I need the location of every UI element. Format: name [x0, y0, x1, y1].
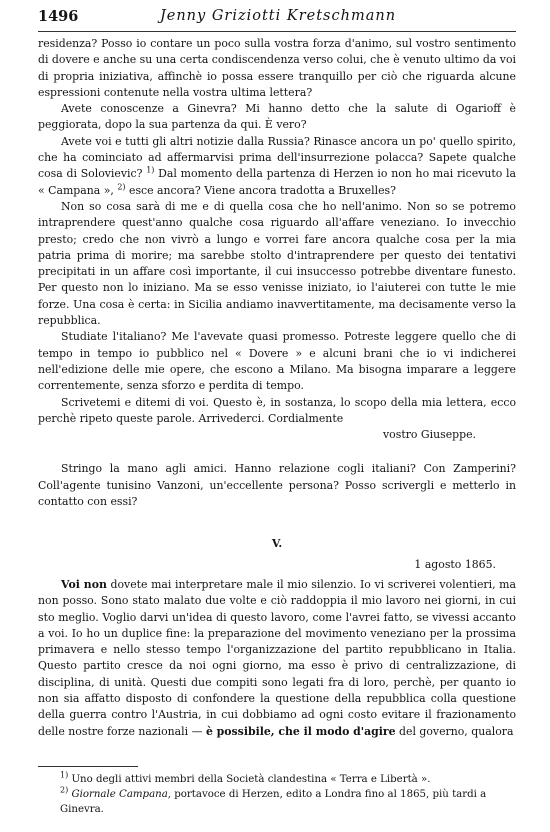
- signature: vostro Giuseppe.: [383, 428, 476, 442]
- paragraph-3-part-a: Avete voi e tutti gli altri notizie dalla Russia? Rinasce ancora un po' quello spirito, che ha cominciato ad affermarvisi prima dell'insurrezione polacca? Sapete qualche cosa di Solovievic?: [38, 134, 516, 181]
- footnote-2-italic: Giornale Campana,: [71, 789, 172, 800]
- paragraph-7: [38, 577, 516, 740]
- paragraph-5: Studiate l'italiano? Me l'avevate quasi promesso. Potreste leggere quello che di tempo in tempo io pubblico nel « Dovere » e alcuni brani che io vi indicherei nell'edizione delle mie opere, che escono a Milano. Ma bisogna imparare a leggere correntemente, senza sforzo e perdita di tempo.: [38, 330, 516, 393]
- letter-date: 1 agosto 1865.: [414, 557, 496, 571]
- footnote-1: [38, 772, 516, 787]
- page-header: [38, 6, 518, 28]
- section-heading: V.: [271, 537, 283, 551]
- footnote-1-mark: 1): [60, 770, 69, 780]
- footnote-2-mark: 2): [60, 785, 69, 795]
- page-number: 1496: [38, 8, 79, 25]
- paragraph-7-part-b: del governo, qualora: [395, 724, 514, 738]
- footnote-1-text: Uno degli attivi membri della Società clandestina « Terra e Libertà ».: [71, 774, 431, 785]
- footnote-2: [38, 787, 516, 817]
- postscript: Stringo la mano agli amici. Hanno relazione cogli italiani? Con Zamperini? Coll'agente tunisino Vanzoni, un'eccellente persona? Posso scrivergli e metterlo in contatto con essi?: [38, 462, 516, 509]
- paragraph-7-emphasis: è possibile, che il modo d'agire: [205, 724, 396, 738]
- footnote-2-text: portavoce di Herzen, edito a Londra fino al 1865, più tardi a Ginevra.: [60, 789, 487, 815]
- paragraph-7-lead: Voi non: [61, 577, 107, 591]
- paragraph-1: residenza? Posso io contare un poco sulla vostra forza d'animo, sul vostro sentimento di dovere e anche su una certa condiscendenza verso colui, che è venuto ultimo da voi di propria iniziativa, affinchè io possa essere tranquillo per ciò che riguarda alcune espressioni contenute nella vostra ultima lettera?: [38, 37, 516, 99]
- footnotes: [38, 772, 516, 817]
- footnote-ref-1: 1): [146, 165, 155, 175]
- paragraph-3-part-b: Dal momento della partenza di Herzen io non ho mai ricevuto la « Campana »,: [38, 167, 517, 197]
- paragraph-3-part-c: esce ancora? Viene ancora tradotta a Bruxelles?: [125, 183, 396, 197]
- paragraph-7-part-a: dovete mai interpretare male il mio silenzio. Io vi scriverei volentieri, ma non posso. Sono stato malato due volte e ciò raddoppia il mio lavoro nei giorni, in cui sto meglio. Voglio darvi un'idea di questo lavoro, come l'avrei fatto, se vivessi accanto a voi. Io ho un duplice fine: la preparazione del movimento veneziano per la prossima primavera e nello stesso tempo l'organizzazione del partito repubblicano in Italia. Questo partito cresce da noi ogni giorno, ma esso è privo di centralizzazione, di disciplina, di unità. Questi due compiti sono legati fra di loro, perchè, per quanto io non sia affatto disposto di confondere la questione della repubblica colla questione della guerra contro l'Austria, in cui dobbiamo ad ogni costo evitare il frazionamento delle nostre forze nazionali —: [38, 577, 516, 738]
- paragraph-4: Non so cosa sarà di me e di quella cosa che ho nell'animo. Non so se potremo intraprendere quest'anno qualche cosa riguardo all'affare veneziano. Io invecchio presto; credo che non vivrò a lungo e vorrei fare ancora qualche cosa per la mia patria prima di morire; ma sarebbe stolto d'intraprendere per questo dei tentativi precipitati in un affare così importante, il cui insuccesso potrebbe diventare funesto. Per questo non lo iniziano. Ma se esso venisse iniziato, io l'aiuterei con tutte le mie forze. Una cosa è certa: in Sicilia andiamo inavvertitamente, ma decisamente verso la repubblica.: [38, 199, 516, 328]
- page-body: [38, 36, 516, 740]
- paragraph-2: Avete conoscenze a Ginevra? Mi hanno detto che la salute di Ogarioff è peggiorata, dopo la sua partenza da qui. È vero?: [38, 102, 516, 132]
- paragraph-6: Scrivetemi e ditemi di voi. Questo è, in sostanza, lo scopo della mia lettera, ecco perchè ripeto queste parole. Arrivederci. Cordialmente: [38, 395, 516, 425]
- footnote-ref-2: 2): [117, 182, 126, 192]
- running-head: Jenny Griziotti Kretschmann: [159, 8, 397, 24]
- paragraph-3: [38, 134, 516, 199]
- header-rule: [38, 31, 516, 32]
- footnote-rule: [38, 766, 138, 767]
